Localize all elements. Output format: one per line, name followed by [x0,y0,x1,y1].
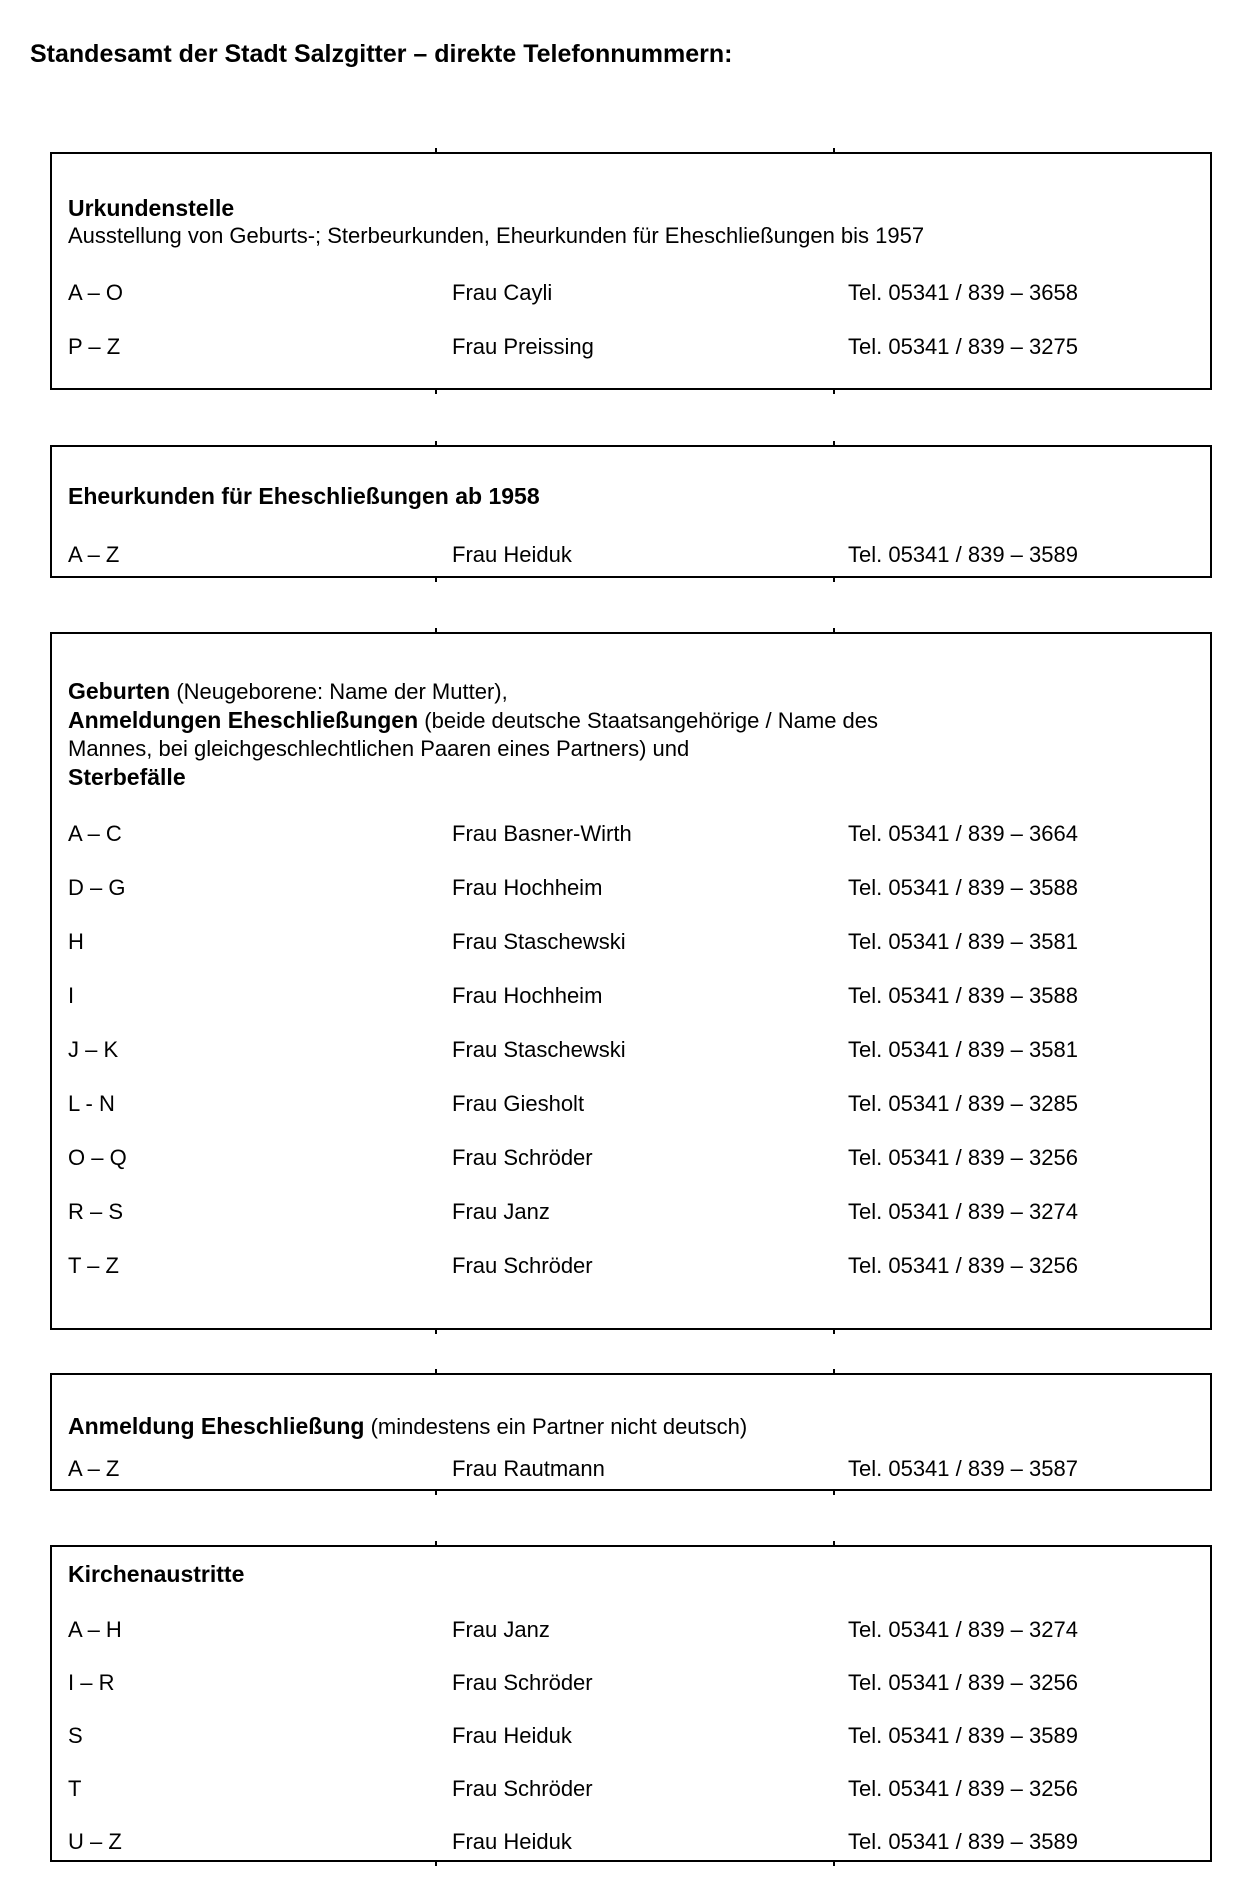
section-heading-anmeldungen: Anmeldungen Eheschließungen (beide deutsche Staatsangehörige / Name des Mannes, bei gleichgeschlechtlichen Paaren eines Partners) und [68,707,879,761]
letter-range-cell: S [68,1723,83,1748]
contact-name-cell: Frau Schröder [452,1253,593,1278]
contact-name-cell: Frau Janz [452,1199,550,1224]
phone-number-cell: Tel. 05341 / 839 – 3658 [848,280,1078,305]
letter-range-cell: R – S [68,1199,124,1224]
contact-name-cell: Frau Rautmann [452,1456,605,1481]
phone-number-cell: Tel. 05341 / 839 – 3588 [848,983,1078,1008]
table-row [68,982,1194,1010]
column-divider-tick [833,1860,835,1866]
column-divider-tick [435,388,437,394]
column-divider-tick [435,1369,437,1375]
letter-range-cell: I – R [68,1670,115,1695]
section-heading: Urkundenstelle [68,195,235,221]
phone-number-cell: Tel. 05341 / 839 – 3587 [848,1456,1078,1481]
table-row [68,1669,1194,1697]
phone-number-cell: Tel. 05341 / 839 – 3256 [848,1670,1078,1695]
table-row [68,1198,1194,1226]
contact-name-cell: Frau Janz [452,1617,550,1642]
letter-range-cell: H [68,929,84,954]
column-divider-tick [833,576,835,582]
table-row [68,1775,1194,1803]
letter-range-cell: O – Q [68,1145,127,1170]
letter-range-cell: T [68,1776,82,1801]
letter-range-cell: A – H [68,1617,122,1642]
contact-name-cell: Frau Schröder [452,1145,593,1170]
phone-number-cell: Tel. 05341 / 839 – 3275 [848,334,1078,359]
section-geburten-anmeldungen-sterbefaelle [50,632,1212,1330]
phone-number-cell: Tel. 05341 / 839 – 3581 [848,929,1078,954]
contact-name-cell: Frau Schröder [452,1776,593,1801]
table-row [68,279,1194,307]
phone-number-cell: Tel. 05341 / 839 – 3285 [848,1091,1078,1116]
column-divider-tick [833,1541,835,1547]
contact-name-cell: Frau Heiduk [452,1829,572,1854]
contact-name-cell: Frau Staschewski [452,1037,626,1062]
phone-number-cell: Tel. 05341 / 839 – 3256 [848,1145,1078,1170]
column-divider-tick [833,1328,835,1334]
column-divider-tick [833,1489,835,1495]
column-divider-tick [435,1860,437,1866]
section-heading: Anmeldung Eheschließung (mindestens ein Partner nicht deutsch) [68,1413,748,1439]
letter-range-cell: J – K [68,1037,119,1062]
section-heading: Kirchenaustritte [68,1561,245,1587]
table-row [68,1616,1194,1644]
contact-name-cell: Frau Hochheim [452,983,603,1008]
letter-range-cell: I [68,983,75,1008]
contact-name-cell: Frau Staschewski [452,929,626,954]
table-row [68,541,1194,569]
column-divider-tick [833,388,835,394]
document-title: Standesamt der Stadt Salzgitter – direkte Telefonnummern: [30,39,733,68]
letter-range-cell: A – C [68,821,122,846]
contact-name-cell: Frau Basner-Wirth [452,821,632,846]
letter-range-cell: A – Z [68,542,120,567]
contact-name-cell: Frau Cayli [452,280,553,305]
phone-number-cell: Tel. 05341 / 839 – 3581 [848,1037,1078,1062]
section-heading-sterbefaelle: Sterbefälle [68,764,186,790]
letter-range-cell: D – G [68,875,126,900]
column-divider-tick [833,441,835,447]
phone-number-cell: Tel. 05341 / 839 – 3274 [848,1199,1078,1224]
letter-range-cell: A – O [68,280,124,305]
contact-name-cell: Frau Schröder [452,1670,593,1695]
phone-number-cell: Tel. 05341 / 839 – 3588 [848,875,1078,900]
table-row [68,874,1194,902]
contact-name-cell: Frau Preissing [452,334,594,359]
column-divider-tick [435,628,437,634]
column-divider-tick [435,576,437,582]
section-eheurkunden-ab-1958 [50,445,1212,578]
table-row [68,1090,1194,1118]
section-description: Ausstellung von Geburts-; Sterbeurkunden, Eheurkunden für Eheschließungen bis 1957 [68,223,925,248]
table-row [68,1252,1194,1280]
section-heading: Eheurkunden für Eheschließungen ab 1958 [68,483,540,509]
table-row [68,1036,1194,1064]
column-divider-tick [435,1489,437,1495]
table-row [68,1455,1194,1483]
column-divider-tick [435,441,437,447]
contact-name-cell: Frau Giesholt [452,1091,585,1116]
letter-range-cell: T – Z [68,1253,119,1278]
contact-name-cell: Frau Hochheim [452,875,603,900]
table-row [68,820,1194,848]
table-row [68,1144,1194,1172]
letter-range-cell: P – Z [68,334,121,359]
table-row [68,928,1194,956]
contact-name-cell: Frau Heiduk [452,1723,572,1748]
phone-number-cell: Tel. 05341 / 839 – 3274 [848,1617,1078,1642]
section-urkundenstelle [50,152,1212,390]
table-row [68,1722,1194,1750]
letter-range-cell: U – Z [68,1829,122,1854]
section-heading-geburten: Geburten (Neugeborene: Name der Mutter), [68,678,508,704]
contact-name-cell: Frau Heiduk [452,542,572,567]
phone-number-cell: Tel. 05341 / 839 – 3589 [848,1723,1078,1748]
section-kirchenaustritte [50,1545,1212,1862]
phone-number-cell: Tel. 05341 / 839 – 3664 [848,821,1078,846]
table-row [68,1828,1194,1856]
column-divider-tick [435,1328,437,1334]
column-divider-tick [833,628,835,634]
column-divider-tick [435,1541,437,1547]
phone-number-cell: Tel. 05341 / 839 – 3589 [848,1829,1078,1854]
letter-range-cell: L - N [68,1091,115,1116]
letter-range-cell: A – Z [68,1456,120,1481]
column-divider-tick [833,1369,835,1375]
phone-number-cell: Tel. 05341 / 839 – 3589 [848,542,1078,567]
column-divider-tick [435,148,437,154]
phone-number-cell: Tel. 05341 / 839 – 3256 [848,1253,1078,1278]
section-anmeldung-eheschliessung-international [50,1373,1212,1491]
phone-number-cell: Tel. 05341 / 839 – 3256 [848,1776,1078,1801]
table-row [68,333,1194,361]
column-divider-tick [833,148,835,154]
